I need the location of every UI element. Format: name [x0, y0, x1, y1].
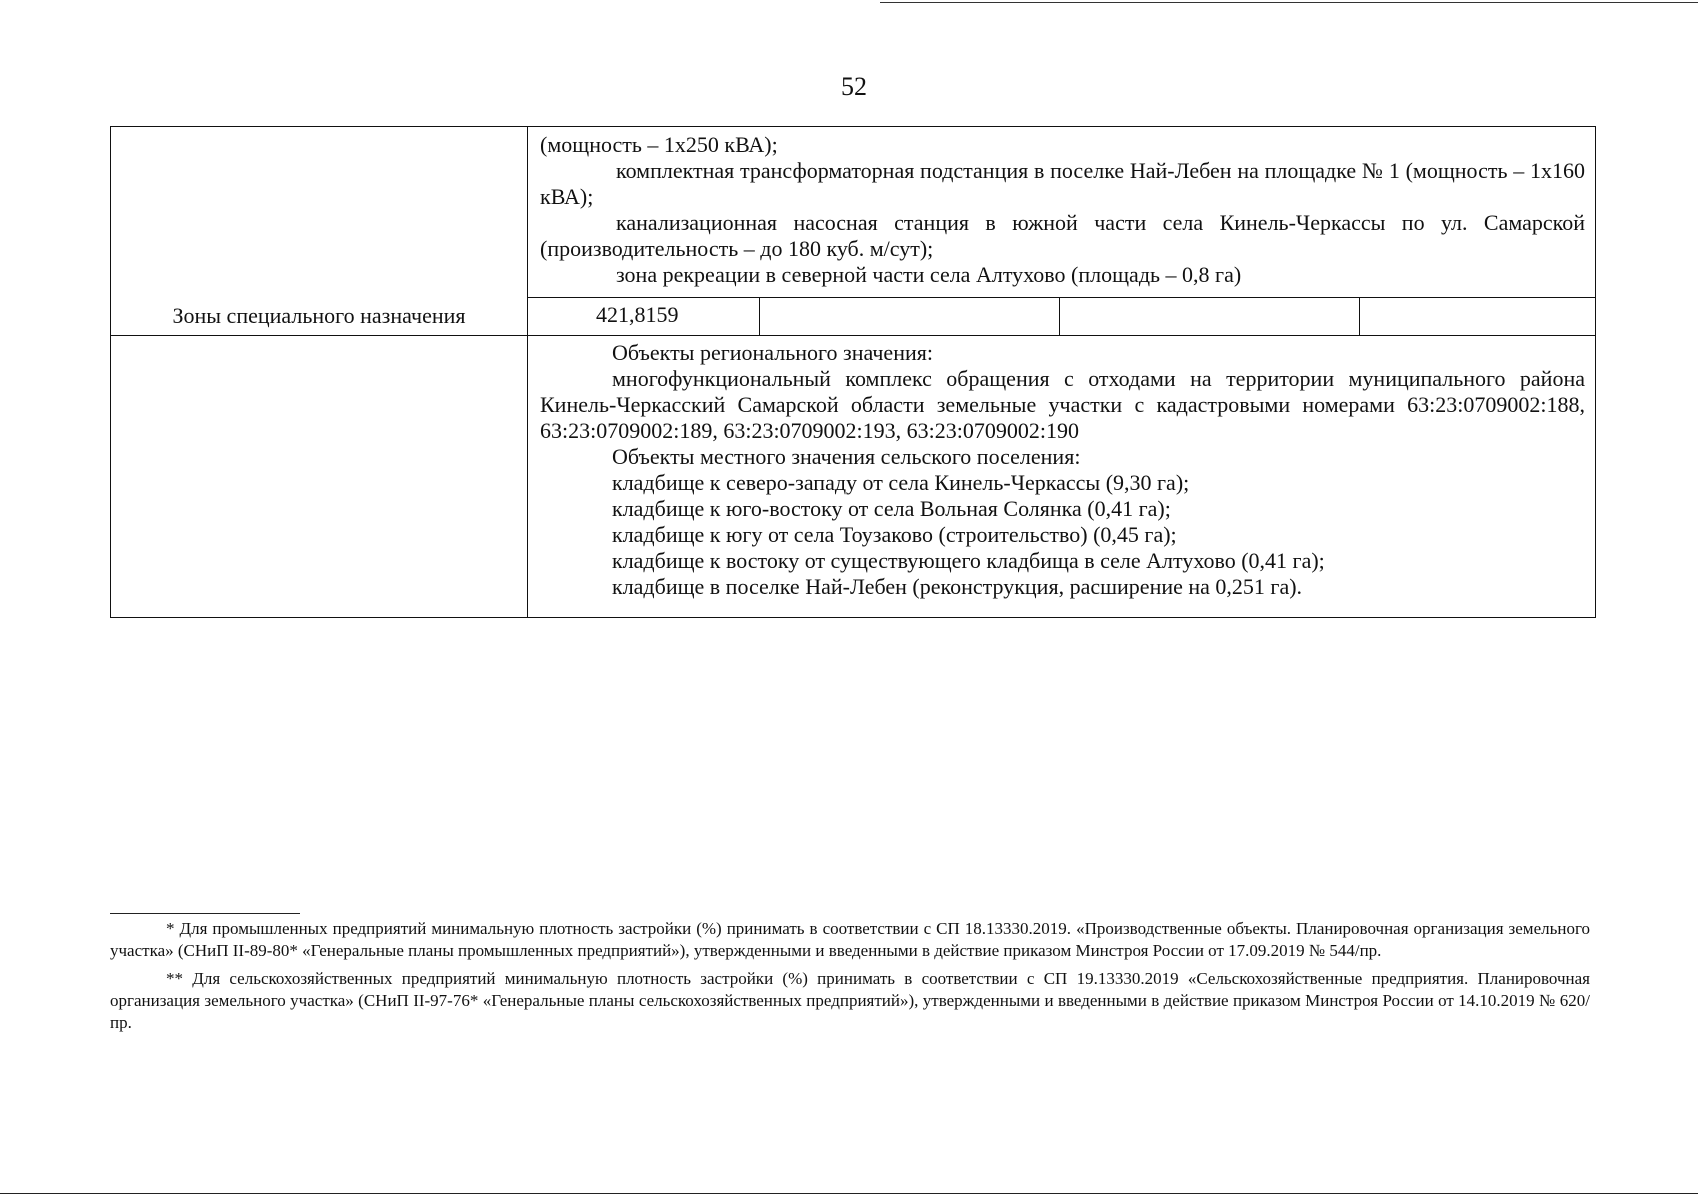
table-cell-empty — [1360, 298, 1593, 335]
list-item: кладбище в поселке Най-Лебен (реконструкция, расширение на 0,251 га). — [612, 574, 1303, 599]
page-number: 52 — [841, 72, 867, 101]
objects-heading: Объекты местного значения сельского поселения: — [612, 444, 1081, 469]
list-item: кладбище к востоку от существующего кладбища в селе Алтухово (0,41 га); — [612, 548, 1325, 573]
list-item: кладбище к северо-западу от села Кинель-Черкассы (9,30 га); — [612, 470, 1190, 495]
list-item: кладбище к югу от села Тоузаково (строительство) (0,45 га); — [612, 522, 1177, 547]
footnotes — [110, 918, 1590, 1040]
zone-area-value: 421,8159 — [528, 298, 760, 335]
list-item: кладбище к юго-востоку от села Вольная Солянка (0,41 га); — [612, 496, 1171, 521]
zone-name: Зоны специального назначения — [110, 298, 528, 336]
table-cell-empty — [110, 336, 528, 618]
objects-line: комплектная трансформаторная подстанция в поселке Най-Лебен на площадке № 1 (мощность – 1х160 кВА); — [540, 158, 1585, 209]
table-cell-empty — [760, 298, 1060, 335]
table-cell-objects — [528, 336, 1596, 618]
table-row — [110, 126, 1596, 298]
footnote: * Для промышленных предприятий минимальную плотность застройки (%) принимать в соответствии с СП 18.13330.2019. «Производственные объекты. Планировочная организация земельного участка» (СНиП II-89-80* «Генеральные планы промышленных предприятий»), утвержденными и введенными в действие приказом Минстроя России от 17.09.2019 № 544/пр. — [110, 919, 1590, 960]
table-cell-empty — [1060, 298, 1360, 335]
table-row — [110, 336, 1596, 618]
objects-line: многофункциональный комплекс обращения с отходами на территории муниципального района Кинель-Черкасский Самарской области земельные участки с кадастровыми номерами 63:23:0709002:188, 63:23:0709002:189, 63:23:0709002:193, 63:23:0709002:190 — [540, 366, 1585, 443]
table-row — [110, 298, 1596, 336]
table-cell-empty — [110, 126, 528, 298]
objects-line: зона рекреации в северной части села Алтухово (площадь – 0,8 га) — [616, 262, 1242, 287]
top-rule — [880, 2, 1698, 3]
table-cell-objects — [528, 126, 1596, 298]
objects-line: канализационная насосная станция в южной части села Кинель-Черкассы по ул. Самарской (производительность – до 180 куб. м/сут); — [540, 210, 1585, 261]
objects-heading: Объекты регионального значения: — [612, 340, 933, 365]
footnote-rule — [110, 913, 300, 914]
bottom-rule — [0, 1193, 1698, 1194]
footnote: ** Для сельскохозяйственных предприятий минимальную плотность застройки (%) принимать в соответствии с СП 19.13330.2019 «Сельскохозяйственные предприятия. Планировочная организация земельного участка» (СНиП II-97-76* «Генеральные планы сельскохозяйственных предприятий»), утвержденными и введенными в действие приказом Минстроя России от 14.10.2019 № 620/пр. — [110, 969, 1590, 1032]
zone-values — [528, 298, 1596, 336]
zones-table — [110, 126, 1596, 618]
objects-line: (мощность – 1х250 кВА); — [540, 132, 778, 157]
